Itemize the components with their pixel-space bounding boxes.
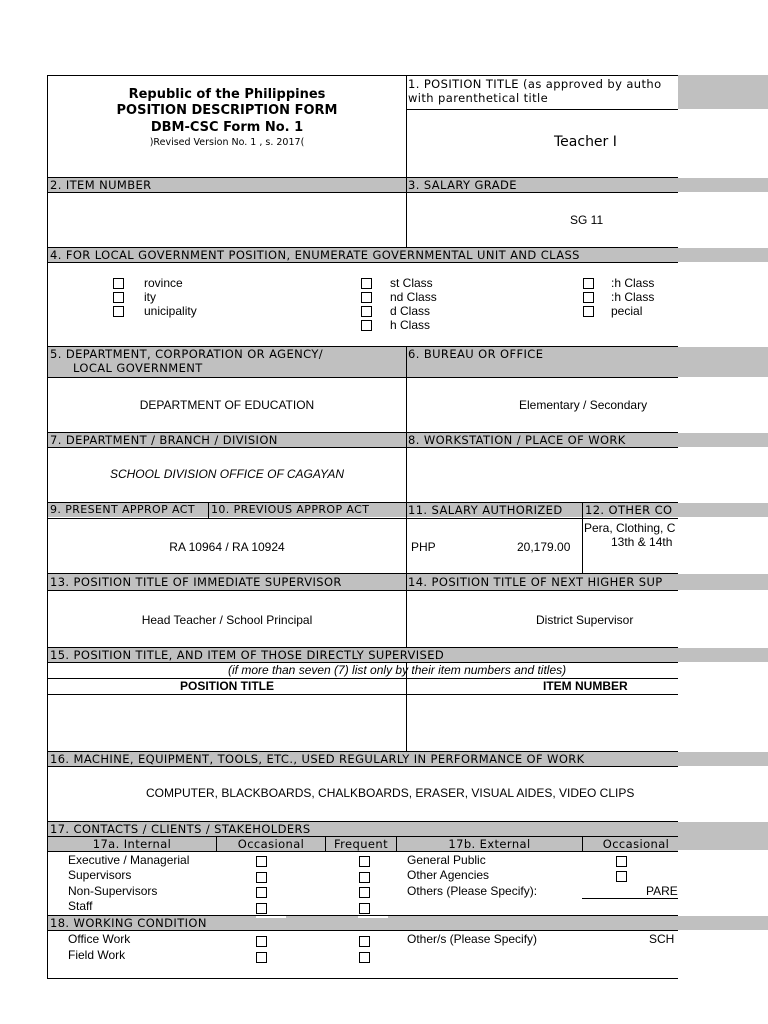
working-condition-others-label: Other/s (Please Specify) [407, 932, 538, 946]
office-work-label: Office Work [68, 932, 131, 946]
department-value[interactable]: DEPARTMENT OF EDUCATION [139, 398, 315, 412]
province-checkbox[interactable] [113, 278, 124, 289]
contact-general-public: General Public [407, 853, 486, 867]
division-value[interactable]: SCHOOL DIVISION OFFICE OF CAGAYAN [109, 467, 345, 481]
position-title-label-2: with parenthetical title [408, 91, 549, 105]
salary-authorized-value[interactable]: 20,179.00 [517, 540, 571, 554]
general-public-occasional-checkbox[interactable] [616, 856, 627, 867]
external-label: 17b. External [448, 837, 531, 851]
equipment-value[interactable]: COMPUTER, BLACKBOARDS, CHALKBOARDS, ERASER, VISUAL AIDES, VIDEO CLIPS [146, 786, 635, 800]
municipality-checkbox[interactable] [113, 306, 124, 317]
position-title-column: POSITION TITLE [179, 679, 274, 693]
currency-label: PHP [411, 540, 436, 554]
item-number-column: ITEM NUMBER [543, 679, 628, 693]
form-title: POSITION DESCRIPTION FORM [116, 103, 338, 118]
executive-frequent-checkbox[interactable] [359, 856, 370, 867]
municipality-label: unicipality [144, 304, 197, 318]
revision-note: )Revised Version No. 1 , s. 2017( [149, 137, 305, 148]
salary-authorized-label: 11. SALARY AUTHORIZED [408, 503, 563, 517]
other-agencies-occasional-checkbox[interactable] [616, 871, 627, 882]
contact-others: Others (Please Specify): [407, 884, 538, 898]
right-strip [678, 752, 768, 766]
next-higher-supervisor-label: 14. POSITION TITLE OF NEXT HIGHER SUP [408, 575, 663, 589]
department-label: 5. DEPARTMENT, CORPORATION OR AGENCY/ [50, 347, 324, 361]
right-strip [678, 347, 768, 377]
occasional-label: Occasional [237, 837, 305, 851]
supervisors-frequent-checkbox[interactable] [359, 872, 370, 883]
immediate-supervisor-value[interactable]: Head Teacher / School Principal [141, 613, 313, 627]
contacts-label: 17. CONTACTS / CLIENTS / STAKEHOLDERS [50, 822, 311, 836]
salary-grade-value[interactable]: SG 11 [570, 213, 604, 227]
class-1-label: st Class [390, 276, 433, 290]
other-compensation-value-2[interactable]: 13th & 14th [611, 535, 673, 549]
equipment-label: 16. MACHINE, EQUIPMENT, TOOLS, ETC., USED REGULARLY IN PERFORMANCE OF WORK [50, 752, 585, 766]
salary-grade-label: 3. SALARY GRADE [408, 178, 517, 192]
division-label: 7. DEPARTMENT / BRANCH / DIVISION [50, 433, 278, 447]
supervised-label: 15. POSITION TITLE, AND ITEM OF THOSE DIRECTLY SUPERVISED [50, 648, 445, 662]
field-work-occasional-checkbox[interactable] [256, 952, 267, 963]
right-strip [678, 648, 768, 662]
right-strip [678, 503, 768, 517]
city-label: ity [144, 290, 156, 304]
right-strip [678, 822, 768, 850]
contact-staff: Staff [68, 899, 93, 913]
contact-other-agencies: Other Agencies [407, 868, 490, 882]
city-checkbox[interactable] [113, 292, 124, 303]
class-6-label: :h Class [611, 290, 655, 304]
position-title-label: 1. POSITION TITLE (as approved by autho [408, 77, 662, 91]
right-strip [678, 178, 768, 192]
class-6-checkbox[interactable] [583, 292, 594, 303]
immediate-supervisor-label: 13. POSITION TITLE OF IMMEDIATE SUPERVISOR [50, 575, 342, 589]
staff-frequent-checkbox[interactable] [359, 903, 370, 914]
bureau-value[interactable]: Elementary / Secondary [519, 398, 648, 412]
department-label-2: LOCAL GOVERNMENT [73, 361, 203, 375]
contact-executive: Executive / Managerial [68, 853, 190, 867]
field-work-frequent-checkbox[interactable] [359, 952, 370, 963]
form-number: DBM-CSC Form No. 1 [150, 120, 304, 135]
position-title-value[interactable]: Teacher I [554, 134, 617, 150]
contact-others-value[interactable]: PARE [646, 884, 678, 898]
bureau-label: 6. BUREAU OR OFFICE [408, 347, 544, 361]
present-approp-label: 9. PRESENT APPROP ACT [50, 503, 195, 516]
non-supervisors-occasional-checkbox[interactable] [256, 887, 267, 898]
supervised-note: (if more than seven (7) list only by their item numbers and titles) [228, 663, 567, 677]
field-work-label: Field Work [68, 948, 126, 962]
class-2-checkbox[interactable] [361, 292, 372, 303]
class-2-label: nd Class [390, 290, 437, 304]
republic-title: Republic of the Philippines [128, 87, 326, 102]
class-1-checkbox[interactable] [361, 278, 372, 289]
right-strip [678, 916, 768, 930]
right-strip [678, 248, 768, 262]
working-condition-label: 18. WORKING CONDITION [50, 916, 207, 930]
office-work-occasional-checkbox[interactable] [256, 936, 267, 947]
class-4-label: h Class [390, 318, 431, 332]
right-strip [678, 75, 768, 109]
item-number-label: 2. ITEM NUMBER [50, 178, 152, 192]
previous-approp-label: 10. PREVIOUS APPROP ACT [211, 503, 370, 516]
special-label: pecial [611, 304, 643, 318]
working-condition-others-value[interactable]: SCH [649, 932, 675, 946]
class-3-label: d Class [390, 304, 431, 318]
right-strip [678, 433, 768, 447]
class-5-label: :h Class [611, 276, 655, 290]
next-higher-supervisor-value[interactable]: District Supervisor [536, 613, 634, 627]
lgu-label: 4. FOR LOCAL GOVERNMENT POSITION, ENUMERATE GOVERNMENTAL UNIT AND CLASS [50, 248, 580, 262]
supervisors-occasional-checkbox[interactable] [256, 872, 267, 883]
workstation-label: 8. WORKSTATION / PLACE OF WORK [408, 433, 626, 447]
office-work-frequent-checkbox[interactable] [359, 936, 370, 947]
class-5-checkbox[interactable] [583, 278, 594, 289]
executive-occasional-checkbox[interactable] [256, 856, 267, 867]
right-strip [678, 574, 768, 590]
staff-occasional-checkbox[interactable] [256, 903, 267, 914]
contact-non-supervisors: Non-Supervisors [68, 884, 158, 898]
other-compensation-label: 12. OTHER CO [585, 503, 673, 517]
special-checkbox[interactable] [583, 306, 594, 317]
internal-label: 17a. Internal [92, 837, 172, 851]
non-supervisors-frequent-checkbox[interactable] [359, 887, 370, 898]
contact-supervisors: Supervisors [68, 868, 132, 882]
province-label: rovince [144, 276, 183, 290]
class-3-checkbox[interactable] [361, 306, 372, 317]
approp-act-value[interactable]: RA 10964 / RA 10924 [169, 540, 285, 554]
class-4-checkbox[interactable] [361, 320, 372, 331]
frequent-label: Frequent [334, 837, 388, 851]
occasional-external-label: Occasional [602, 837, 670, 851]
other-compensation-value-1[interactable]: Pera, Clothing, C [584, 521, 676, 535]
